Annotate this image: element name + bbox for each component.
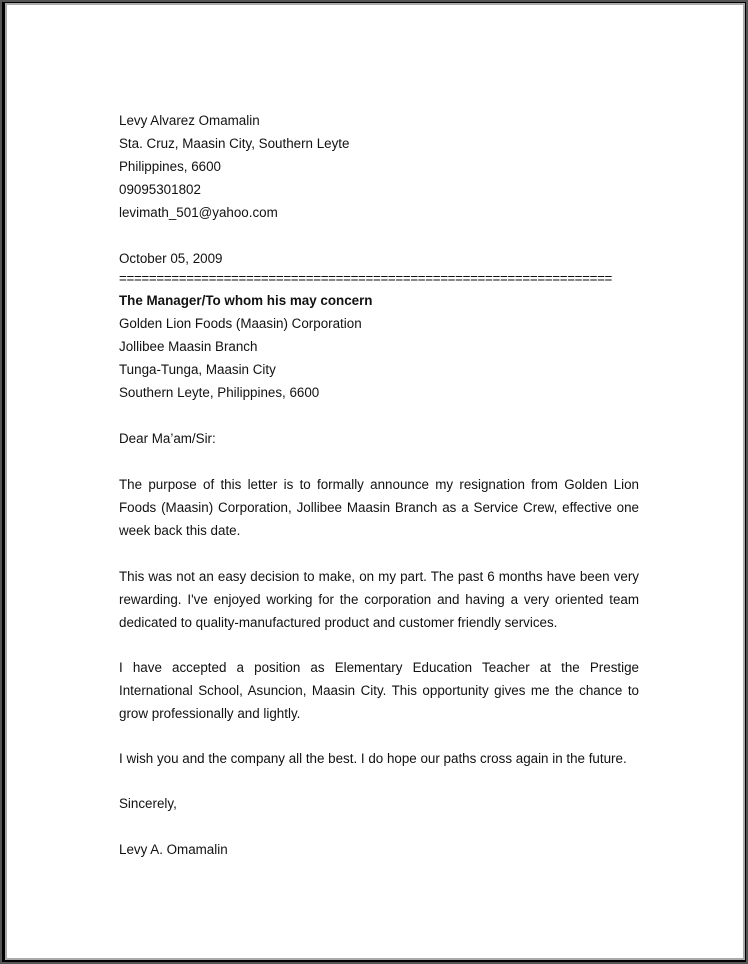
sender-address-line-1: Sta. Cruz, Maasin City, Southern Leyte [119,136,350,151]
paragraph-3-line: grow professionally and lightly. [119,706,301,721]
paragraph-3-line: I have accepted a position as Elementary Education Teacher at the Prestige [119,660,639,675]
paragraph-1-line: Foods (Maasin) Corporation, Jollibee Maasin Branch as a Service Crew, effective one [119,500,639,515]
sender-address-line-2: Philippines, 6600 [119,159,221,174]
sender-phone: 09095301802 [119,182,201,197]
paragraph-2-line: rewarding. I've enjoyed working for the corporation and having a very oriented team [119,592,639,607]
recipient-branch: Jollibee Maasin Branch [119,339,258,354]
paragraph-1-line: The purpose of this letter is to formally announce my resignation from Golden Lion [119,477,639,492]
recipient-company: Golden Lion Foods (Maasin) Corporation [119,316,362,331]
paragraph-3-line: International School, Asuncion, Maasin City. This opportunity gives me the chance to [119,683,639,698]
salutation: Dear Ma’am/Sir: [119,431,216,446]
separator-line: ================================================================== [119,271,613,286]
paragraph-2-line: This was not an easy decision to make, on my part. The past 6 months have been very [119,569,639,584]
document-frame [2,2,746,962]
paragraph-4-line: I wish you and the company all the best. I do hope our paths cross again in the future. [119,751,627,766]
closing: Sincerely, [119,796,177,811]
recipient-address-line-1: Tunga-Tunga, Maasin City [119,362,276,377]
paragraph-2-line: dedicated to quality-manufactured product and customer friendly services. [119,615,558,630]
sender-name: Levy Alvarez Omamalin [119,113,260,128]
document-border [5,3,745,960]
letter-page [7,5,743,958]
recipient-title: The Manager/To whom his may concern [119,293,373,308]
letter-date: October 05, 2009 [119,251,223,266]
signature-name: Levy A. Omamalin [119,842,228,857]
paragraph-1-line: week back this date. [119,523,241,538]
sender-email: levimath_501@yahoo.com [119,205,278,220]
recipient-address-line-2: Southern Leyte, Philippines, 6600 [119,385,320,400]
